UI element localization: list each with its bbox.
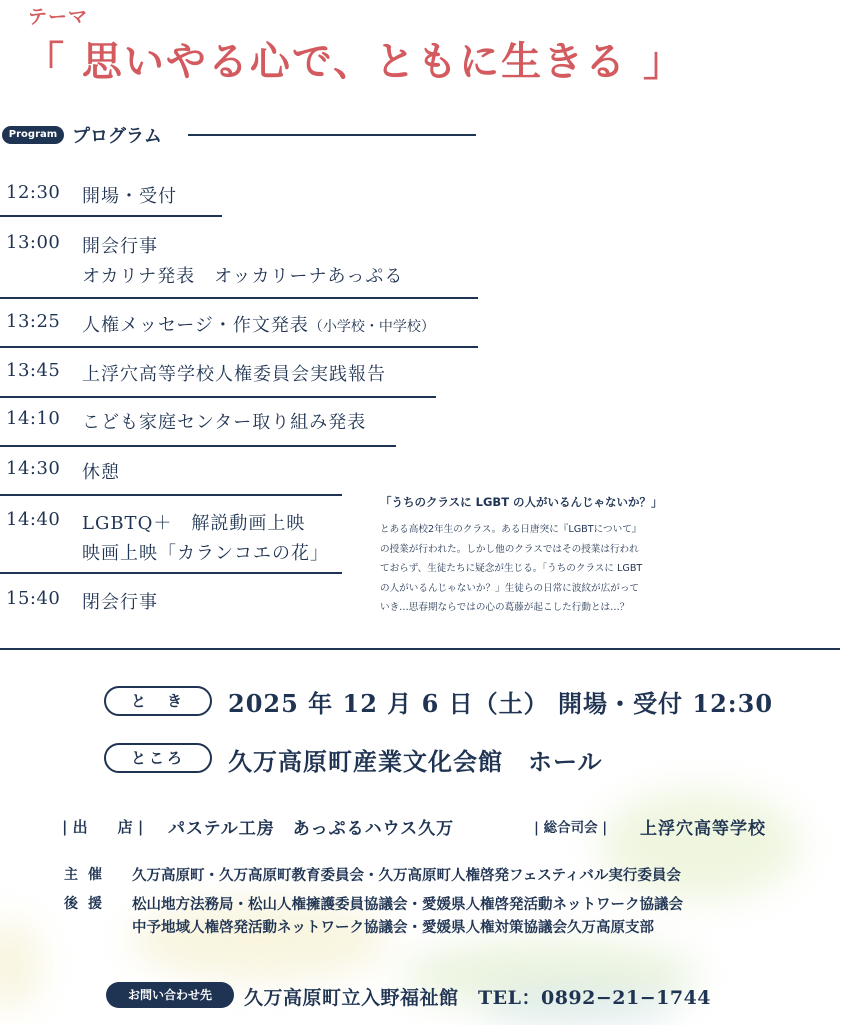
support-label: 後援 — [64, 896, 112, 912]
theme-title: 「 思いやる心で、ともに生きる 」 — [24, 38, 686, 85]
schedule-subtitle: 映画上映「カランコエの花」 — [82, 543, 329, 564]
host-label: 主催 — [64, 867, 112, 883]
host-value: 久万高原町・久万高原町教育委員会・久万高原町人権啓発フェスティバル実行委員会 — [132, 867, 681, 884]
section-divider — [0, 648, 840, 650]
watercolor-wash — [0, 920, 40, 1010]
mc-label: | 総合司会 | — [534, 820, 608, 836]
schedule-title: こども家庭センター取り組み発表 — [82, 412, 367, 433]
schedule-title: 開場・受付 — [82, 186, 177, 207]
synopsis-heading: 「うちのクラスに LGBT の人がいるんじゃないか？」 — [380, 495, 663, 509]
schedule-title: 上浮穴高等学校人権委員会実践報告 — [82, 364, 386, 385]
movie-synopsis — [380, 494, 680, 618]
schedule-title: LGBTQ＋ 解説動画上映 — [82, 513, 306, 534]
schedule-title — [82, 311, 435, 337]
schedule-rule — [0, 297, 478, 299]
schedule-time: 12:30 — [6, 182, 61, 203]
schedule-time: 14:10 — [6, 408, 61, 429]
schedule-time: 15:40 — [6, 588, 61, 609]
synopsis-line: の人がいるんじゃないか？」生徒らの日常に波紋が広がって — [380, 582, 640, 594]
mc-value: 上浮穴高等学校 — [640, 819, 766, 839]
schedule-time: 13:45 — [6, 360, 61, 381]
synopsis-line: ておらず、生徒たちに疑念が生じる。「うちのクラスに LGBT — [380, 563, 643, 574]
schedule-rule — [0, 215, 222, 217]
schedule-title: 閉会行事 — [82, 592, 158, 613]
schedule-title: 休憩 — [82, 462, 120, 483]
program-header — [2, 122, 476, 148]
theme-label: テーマ — [28, 6, 89, 28]
when-pill: と き — [104, 686, 212, 716]
synopsis-line: いき…思春期ならではの心の葛藤が起こした行動とは…？ — [380, 602, 630, 613]
schedule-time: 13:25 — [6, 311, 61, 332]
shop-label: | 出 店 | — [62, 818, 144, 836]
schedule-rule — [0, 494, 342, 496]
event-date: 2025 年 12 月 6 日（土） 開場・受付 12:30 — [228, 689, 774, 718]
support-line: 松山地方法務局・松山人権擁護委員協議会・愛媛県人権啓発活動ネットワーク協議会 — [132, 896, 683, 913]
schedule-rule — [0, 445, 396, 447]
event-venue: 久万高原町産業文化会館 ホール — [228, 747, 603, 776]
schedule-subtitle: オカリナ発表 オッカリーナあっぷる — [82, 266, 404, 287]
schedule-time: 14:30 — [6, 458, 61, 479]
schedule-title: 開会行事 — [82, 236, 158, 257]
where-pill: ところ — [104, 743, 212, 773]
support-line: 中予地域人権啓発活動ネットワーク協議会・愛媛県人権対策協議会久万高原支部 — [132, 919, 654, 936]
synopsis-line: とある高校2年生のクラス。ある日唐突に『LGBTについて』 — [380, 524, 642, 535]
schedule-title-text: 人権メッセージ・作文発表 — [82, 315, 309, 336]
contact-text: 久万高原町立入野福祉館 TEL：0892−21−1744 — [244, 987, 712, 1009]
schedule-rule — [0, 396, 436, 398]
shop-value: パステル工房 あっぷるハウス久万 — [168, 819, 455, 839]
schedule-rule — [0, 572, 342, 574]
schedule-time: 14:40 — [6, 509, 61, 530]
synopsis-body — [380, 520, 680, 618]
program-badge: Program — [2, 126, 64, 144]
schedule-time: 13:00 — [6, 232, 61, 253]
contact-badge: お問い合わせ先 — [106, 982, 234, 1008]
synopsis-line: の授業が行われた。しかし他のクラスではその授業は行われ — [380, 543, 639, 555]
schedule-note: （小学校・中学校） — [308, 319, 435, 335]
program-header-rule — [188, 134, 476, 136]
program-title: プログラム — [72, 126, 162, 147]
schedule-rule — [0, 346, 478, 348]
